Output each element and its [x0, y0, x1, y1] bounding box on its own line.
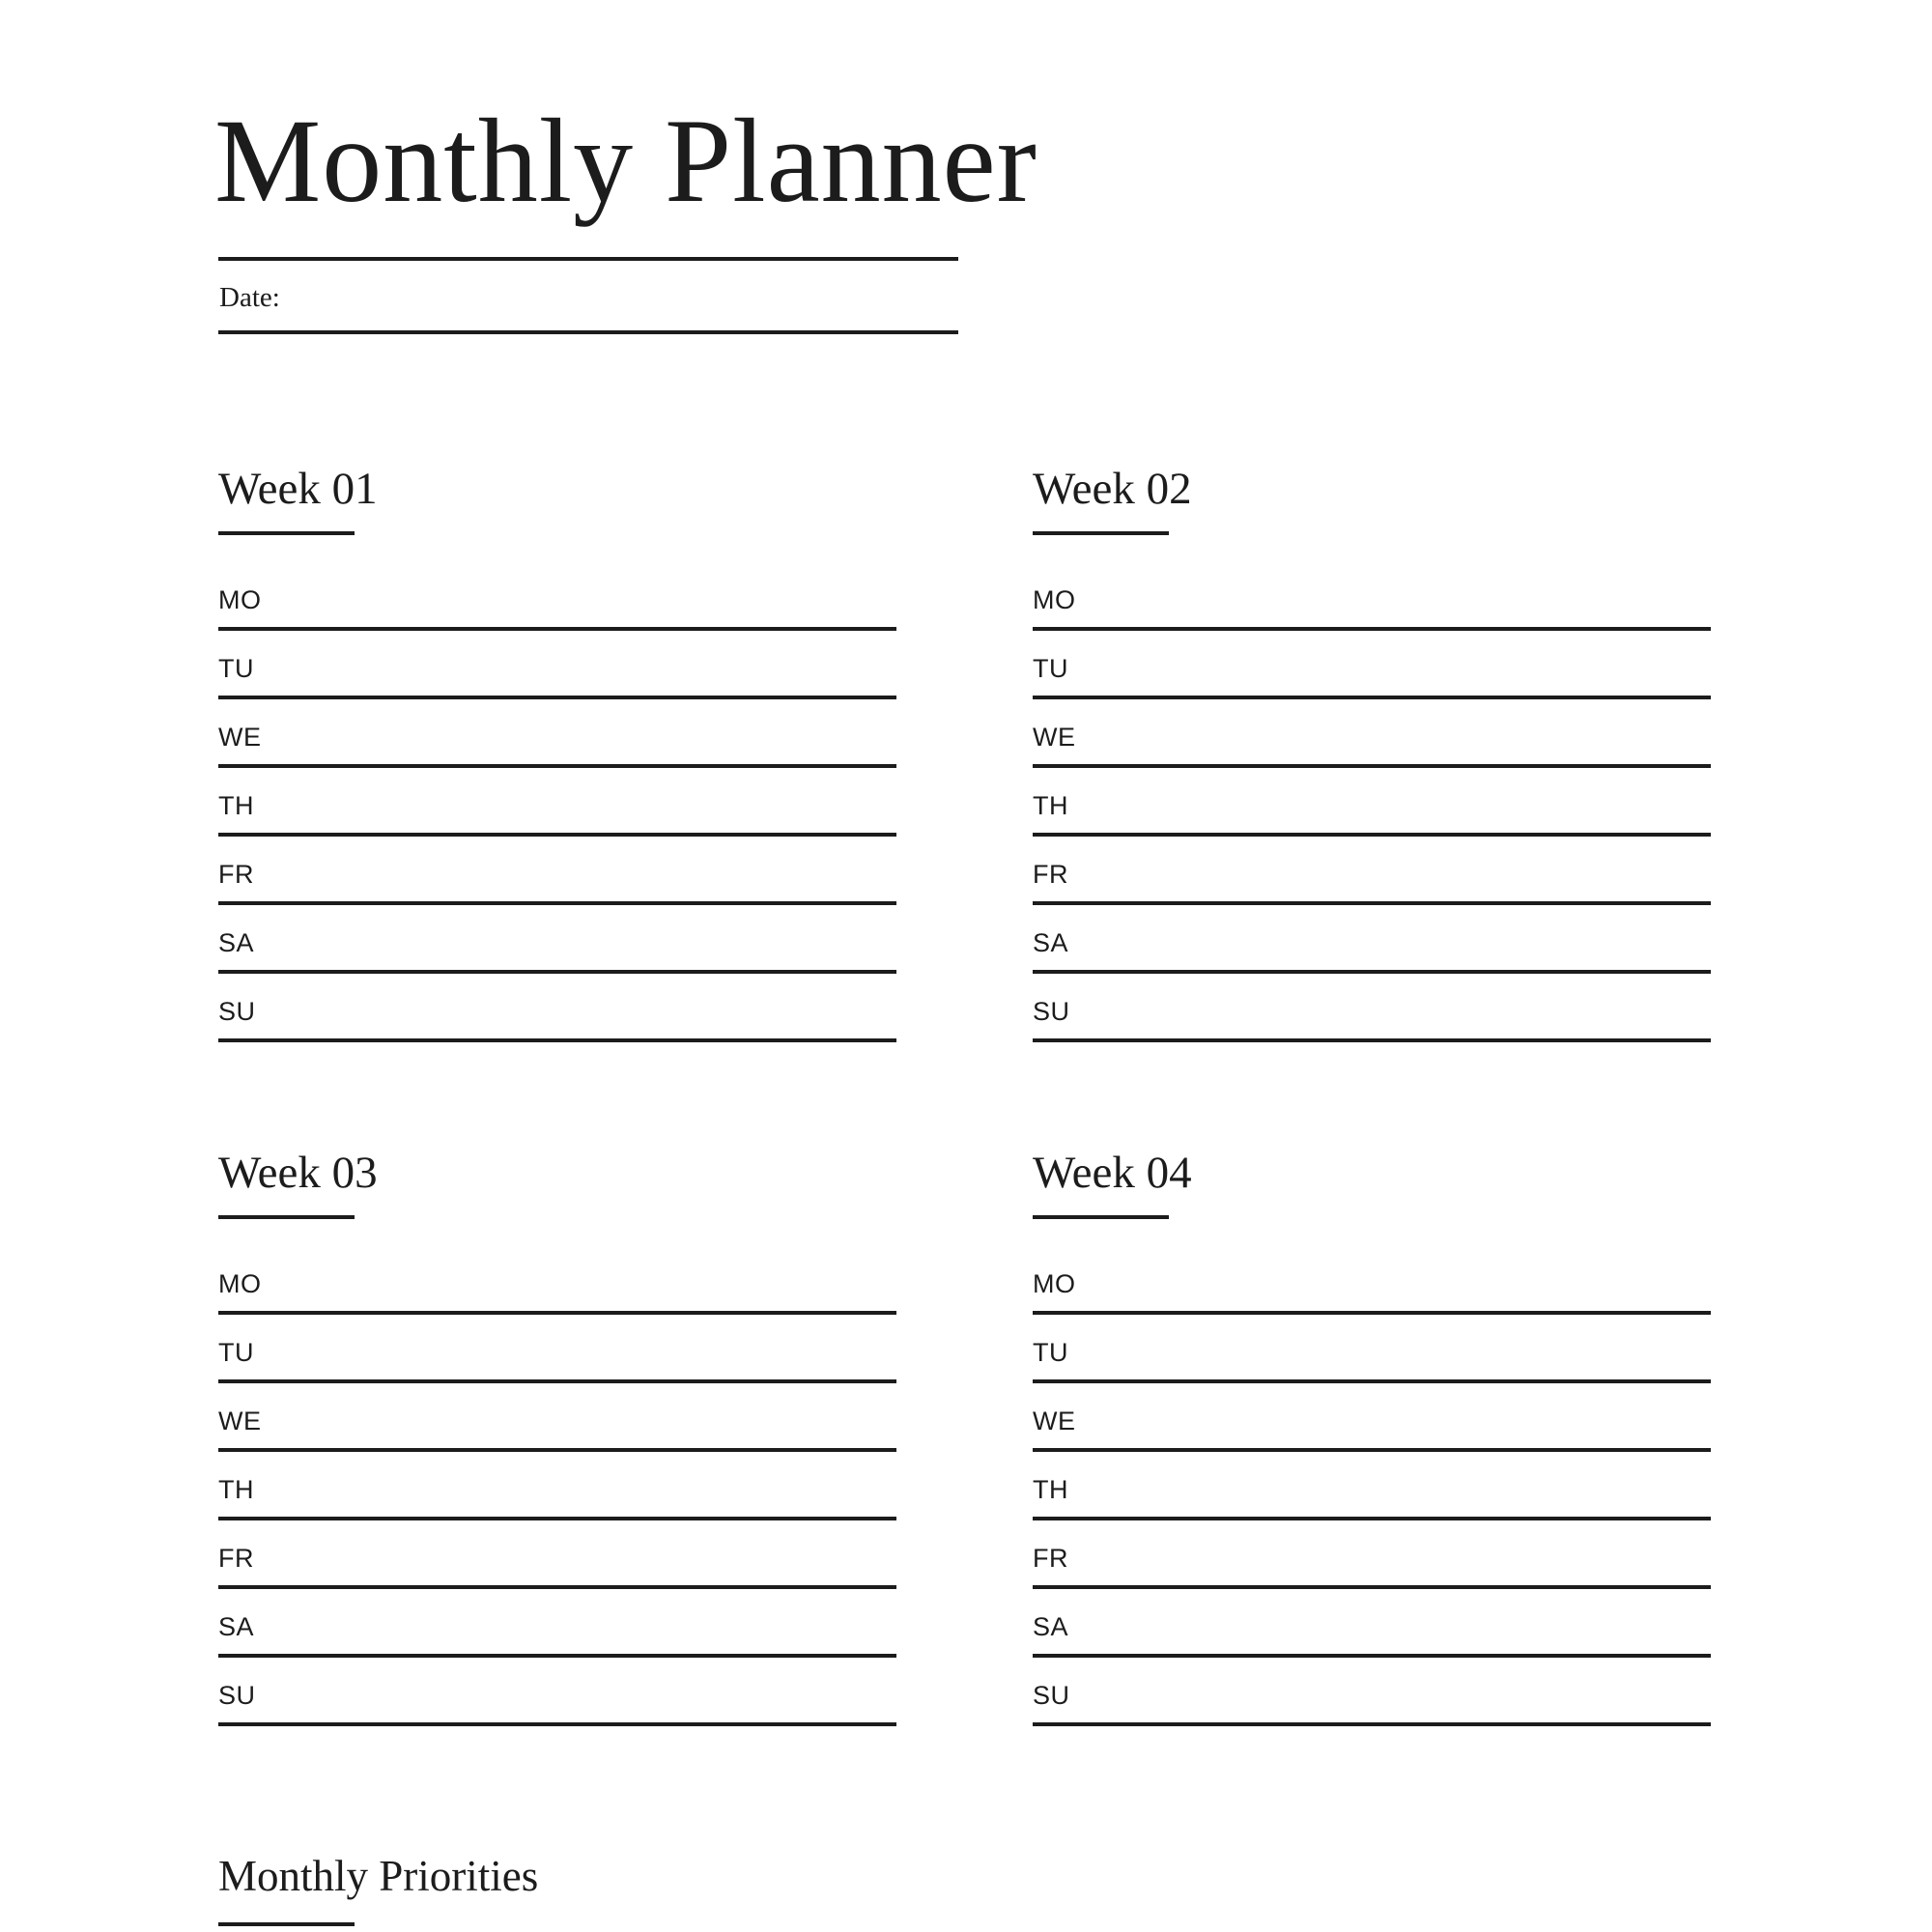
day-row-we[interactable]: [1033, 1383, 1711, 1452]
day-row-we[interactable]: [218, 1383, 896, 1452]
day-label: SU: [218, 1681, 256, 1710]
day-label: MO: [1033, 1269, 1076, 1298]
day-label: TU: [1033, 654, 1068, 683]
day-row-su[interactable]: [218, 974, 896, 1042]
day-row-th[interactable]: [1033, 1452, 1711, 1520]
day-label: TH: [218, 1475, 254, 1504]
day-row-we[interactable]: [1033, 699, 1711, 768]
day-list: [218, 1246, 896, 1726]
week-title: Week 02: [1033, 464, 1192, 514]
day-label: TU: [218, 1338, 254, 1367]
day-row-su[interactable]: [1033, 1658, 1711, 1726]
day-row-sa[interactable]: [218, 905, 896, 974]
day-label: TH: [218, 791, 254, 820]
day-row-mo[interactable]: [218, 1246, 896, 1315]
day-row-fr[interactable]: [218, 837, 896, 905]
day-label: SA: [218, 1612, 255, 1641]
day-row-tu[interactable]: [1033, 631, 1711, 699]
week-title: Week 04: [1033, 1148, 1192, 1198]
week-title-underline: [218, 1215, 355, 1219]
day-label: FR: [218, 1544, 254, 1573]
week-title-underline: [1033, 531, 1169, 535]
day-label: MO: [218, 585, 262, 614]
week-title-underline: [218, 531, 355, 535]
monthly-priorities-title: Monthly Priorities: [218, 1852, 539, 1900]
day-row-fr[interactable]: [1033, 1520, 1711, 1589]
day-label: FR: [1033, 860, 1068, 889]
week-title: Week 01: [218, 464, 378, 514]
day-list: [218, 562, 896, 1042]
day-list: [1033, 1246, 1711, 1726]
day-label: WE: [1033, 1406, 1076, 1435]
date-label: Date:: [219, 282, 280, 313]
day-label: MO: [1033, 585, 1076, 614]
day-label: WE: [1033, 723, 1076, 752]
day-label: SA: [1033, 928, 1069, 957]
day-row-th[interactable]: [1033, 768, 1711, 837]
day-label: TU: [1033, 1338, 1068, 1367]
day-row-fr[interactable]: [218, 1520, 896, 1589]
day-row-mo[interactable]: [1033, 562, 1711, 631]
day-row-sa[interactable]: [1033, 905, 1711, 974]
day-row-fr[interactable]: [1033, 837, 1711, 905]
date-top-rule: [218, 257, 958, 261]
day-row-tu[interactable]: [218, 631, 896, 699]
day-label: SA: [1033, 1612, 1069, 1641]
day-label: TU: [218, 654, 254, 683]
day-row-tu[interactable]: [1033, 1315, 1711, 1383]
day-row-th[interactable]: [218, 768, 896, 837]
day-row-sa[interactable]: [1033, 1589, 1711, 1658]
date-field-line[interactable]: [218, 330, 958, 334]
day-label: TH: [1033, 791, 1068, 820]
day-row-su[interactable]: [218, 1658, 896, 1726]
day-row-mo[interactable]: [218, 562, 896, 631]
day-label: SU: [218, 997, 256, 1026]
day-label: FR: [218, 860, 254, 889]
day-label: FR: [1033, 1544, 1068, 1573]
day-row-th[interactable]: [218, 1452, 896, 1520]
day-label: SU: [1033, 997, 1070, 1026]
day-label: WE: [218, 723, 262, 752]
day-row-sa[interactable]: [218, 1589, 896, 1658]
day-row-tu[interactable]: [218, 1315, 896, 1383]
monthly-priorities-underline: [218, 1922, 355, 1926]
day-row-mo[interactable]: [1033, 1246, 1711, 1315]
day-label: SU: [1033, 1681, 1070, 1710]
day-label: SA: [218, 928, 255, 957]
day-label: MO: [218, 1269, 262, 1298]
week-title: Week 03: [218, 1148, 378, 1198]
day-label: WE: [218, 1406, 262, 1435]
week-title-underline: [1033, 1215, 1169, 1219]
day-row-su[interactable]: [1033, 974, 1711, 1042]
day-row-we[interactable]: [218, 699, 896, 768]
day-list: [1033, 562, 1711, 1042]
page-title: Monthly Planner: [214, 95, 1037, 227]
day-label: TH: [1033, 1475, 1068, 1504]
